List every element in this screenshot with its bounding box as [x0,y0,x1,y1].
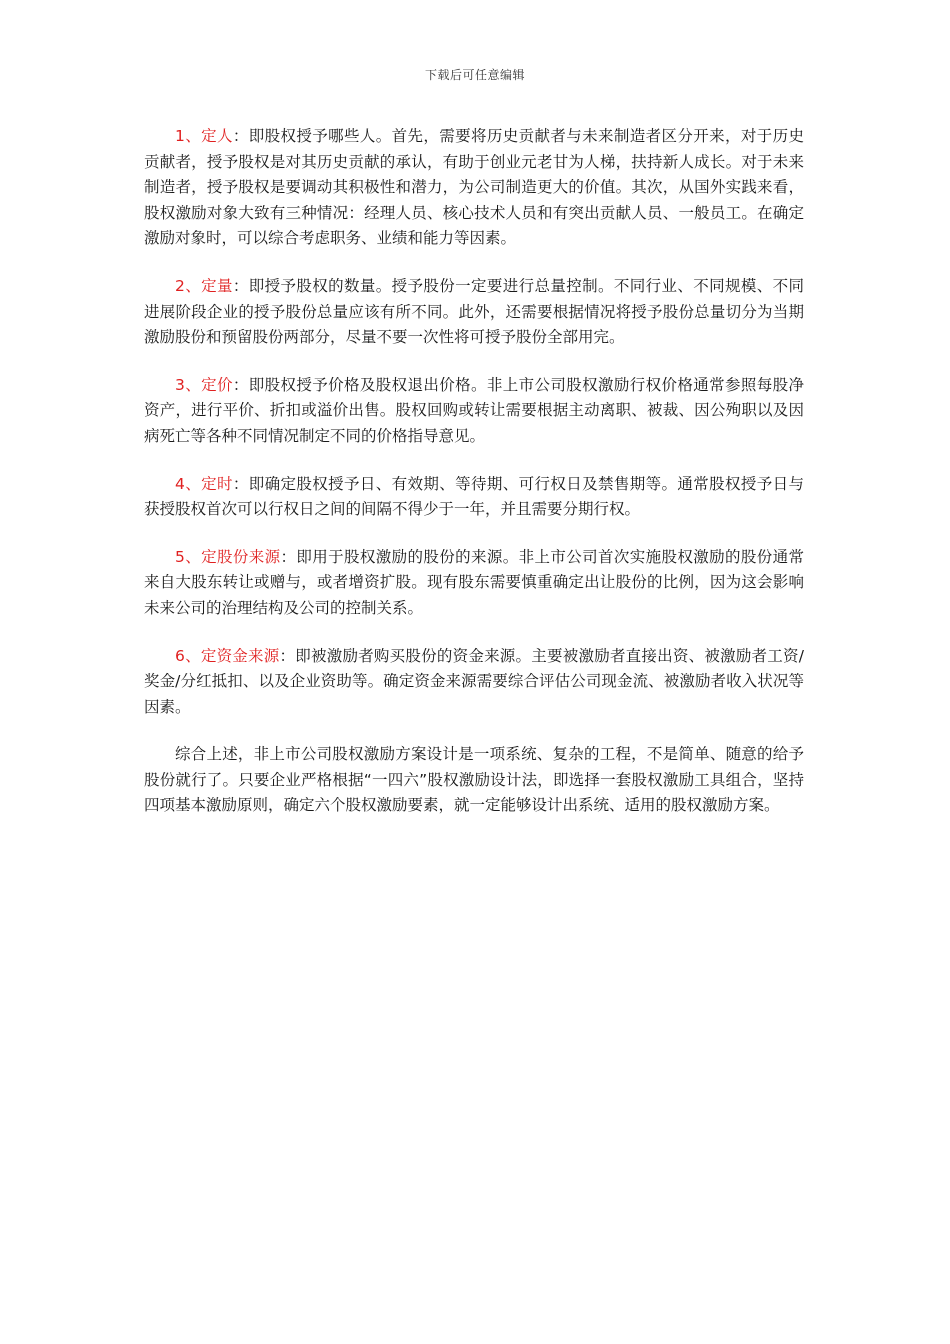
paragraph-summary [144,742,804,819]
paragraph-ding-ren [144,124,804,252]
paragraph-ding-liang [144,274,804,351]
paragraph-text: ：即股权授予哪些人。首先，需要将历史贡献者与未来制造者区分开来，对于历史贡献者，授予股权是对其历史贡献的承认，有助于创业元老甘为人梯，扶持新人成长。对于未来制造者，授予股权是要调动其积极性和潜力，为公司制造更大的价值。其次，从国外实践来看，股权激励对象大致有三种情况：经理人员、核心技术人员和有突出贡献人员、一般员工。在确定激励对象时，可以综合考虑职务、业绩和能力等因素。 [144,127,804,248]
paragraph-text: 综合上述，非上市公司股权激励方案设计是一项系统、复杂的工程，不是简单、随意的给予股份就行了。只要企业严格根据“一四六”股权激励设计法，即选择一套股权激励工具组合，坚持四项基本激励原则，确定六个股权激励要素，就一定能够设计出系统、适用的股权激励方案。 [144,745,804,815]
paragraph-text: ：即被激励者购买股份的资金来源。主要被激励者直接出资、被激励者工资/奖金/分红抵扣、以及企业资助等。确定资金来源需要综合评估公司现金流、被激励者收入状况等因素。 [144,646,804,716]
paragraph-fund-source [144,644,804,721]
page-header: 下载后可任意编辑 [424,68,525,82]
document-body [144,124,804,841]
paragraph-text: ：即股权授予价格及股权退出价格。非上市公司股权激励行权价格通常参照每股净资产，进行平价、折扣或溢价出售。股权回购或转让需要根据主动离职、被裁、因公殉职以及因病死亡等各种不同情况制定不同的价格指导意见。 [144,375,804,445]
paragraph-text: ：即确定股权授予日、有效期、等待期、可行权日及禁售期等。通常股权授予日与获授股权首次可以行权日之间的间隔不得少于一年，并且需要分期行权。 [144,474,804,519]
paragraph-ding-shi [144,472,804,523]
paragraph-ding-jia [144,373,804,450]
paragraph-share-source [144,545,804,622]
section-heading: 5、定股份来源 [175,547,281,566]
paragraph-text: ：即用于股权激励的股份的来源。非上市公司首次实施股权激励的股份通常来自大股东转让或赠与，或者增资扩股。现有股东需要慎重确定出让股份的比例，因为这会影响未来公司的治理结构及公司的控制关系。 [144,547,804,617]
section-heading: 6、定资金来源 [175,646,280,665]
paragraph-text: ：即授予股权的数量。授予股份一定要进行总量控制。不同行业、不同规模、不同进展阶段企业的授予股份总量应该有所不同。此外，还需要根据情况将授予股份总量切分为当期激励股份和预留股份两部分，尽量不要一次性将可授予股份全部用完。 [144,276,804,347]
section-heading: 1、定人 [175,127,233,145]
section-heading: 4、定时 [175,474,233,493]
section-heading: 3、定价 [175,375,233,394]
section-heading: 2、定量 [175,276,233,295]
